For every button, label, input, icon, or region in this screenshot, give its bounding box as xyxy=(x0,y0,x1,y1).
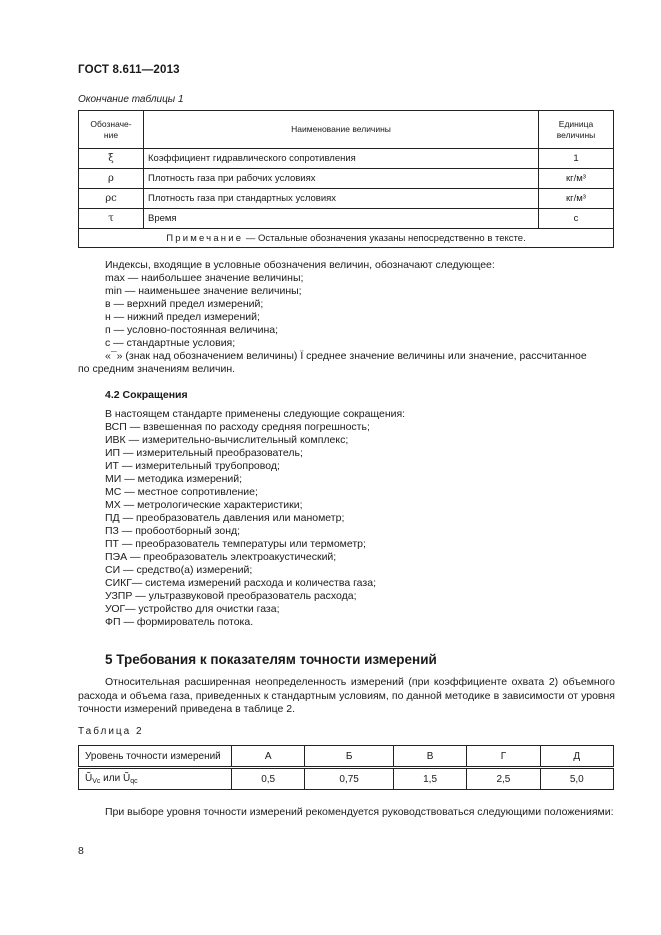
table-row xyxy=(79,169,614,189)
label-or: или xyxy=(100,773,123,784)
abbreviation-item: ПТ — преобразователь температуры или термометр; xyxy=(105,538,366,550)
name-cell: Коэффициент гидравлического сопротивления xyxy=(144,149,539,169)
unit-cell: 1 xyxy=(539,149,614,169)
table1-header-row xyxy=(79,111,614,149)
table1-header-name: Наименование величины xyxy=(144,111,539,149)
table1-header-symbol: Обозначе- ние xyxy=(79,111,144,149)
index-item: «¯» (знак над обозначением величины) Ї среднее значение величины или значение, рассчитанное xyxy=(105,350,587,362)
table1-header-unit: Единица величины xyxy=(539,111,614,149)
unit-cell: кг/м³ xyxy=(539,169,614,189)
value-cell: 1,5 xyxy=(393,768,466,790)
table2-levels-row xyxy=(79,746,614,768)
section-5-paragraph xyxy=(78,676,615,717)
table1-note-row xyxy=(79,229,614,248)
abbreviation-item: УЗПР — ультразвуковой преобразователь расхода; xyxy=(105,590,357,602)
indexes-continuation: по средним значениям величин. xyxy=(78,363,236,375)
abbreviations-intro: В настоящем стандарте применены следующие сокращения: xyxy=(105,408,406,420)
level-cell: Г xyxy=(467,746,540,768)
abbreviation-item: ПД — преобразователь давления или манометр; xyxy=(105,512,345,524)
value-cell: 2,5 xyxy=(467,768,540,790)
abbreviation-item: ИТ — измерительный трубопровод; xyxy=(105,460,280,472)
indexes-block xyxy=(105,259,615,363)
subscript-vc: Vс xyxy=(92,778,101,785)
index-item: в — верхний предел измерений; xyxy=(105,298,264,310)
table2-values-row xyxy=(79,768,614,790)
section-4-2-title: 4.2 Сокращения xyxy=(105,389,188,401)
index-item: max — наибольшее значение величины; xyxy=(105,272,304,284)
table-row xyxy=(79,189,614,209)
abbreviations-block xyxy=(105,408,615,629)
abbreviation-item: ПЗ — пробоотборный зонд; xyxy=(105,525,241,537)
abbreviation-item: ФП — формирователь потока. xyxy=(105,616,254,628)
value-cell: 5,0 xyxy=(540,768,613,790)
symbol-cell: ρс xyxy=(79,189,144,209)
section-5-text: Относительная расширенная неопределенность измерений (при коэффициенте охвата 2) объемного расхода и объема газа, приведенных к стандартным условиям, по данной методике в зависимости от уровня точности измерений приведена в таблице 2. xyxy=(78,676,615,715)
symbol-cell: ξ xyxy=(79,149,144,169)
section-5-final-paragraph: При выборе уровня точности измерений рекомендуется руководствоваться следующими положениями: xyxy=(105,806,614,818)
abbreviation-item: МХ — метрологические характеристики; xyxy=(105,499,303,511)
table2-value-label xyxy=(79,768,232,790)
index-item: п — условно-постоянная величина; xyxy=(105,324,279,336)
level-cell: В xyxy=(393,746,466,768)
abbreviation-item: ВСП — взвешенная по расходу средняя погрешность; xyxy=(105,421,370,433)
abbreviation-item: СИ — средство(а) измерений; xyxy=(105,564,253,576)
symbol-u-q: Ũ xyxy=(122,773,131,784)
table-row xyxy=(79,149,614,169)
indexes-intro: Индексы, входящие в условные обозначения величин, обозначают следующее: xyxy=(105,259,495,271)
document-header: ГОСТ 8.611—2013 xyxy=(78,64,180,76)
table1-note xyxy=(79,229,614,248)
subscript-qc: qс xyxy=(130,778,138,785)
abbreviation-item: УОГ— устройство для очистки газа; xyxy=(105,603,280,615)
abbreviation-item: СИКГ— система измерений расхода и количества газа; xyxy=(105,577,376,589)
abbreviation-item: МИ — методика измерений; xyxy=(105,473,243,485)
table2-row-label: Уровень точности измерений xyxy=(79,746,232,768)
table2 xyxy=(78,745,614,790)
index-item: н — нижний предел измерений; xyxy=(105,311,260,323)
level-cell: Б xyxy=(305,746,394,768)
value-cell: 0,5 xyxy=(232,768,305,790)
page-number: 8 xyxy=(78,845,84,857)
abbreviation-item: ПЭА — преобразователь электроакустический; xyxy=(105,551,337,563)
table2-caption: Таблица 2 xyxy=(78,726,144,737)
level-cell: Д xyxy=(540,746,613,768)
unit-cell: с xyxy=(539,209,614,229)
name-cell: Плотность газа при рабочих условиях xyxy=(144,169,539,189)
note-text: — Остальные обозначения указаны непосредственно в тексте. xyxy=(243,232,526,244)
symbol-u-v: Ũ xyxy=(85,773,93,784)
note-label: Примечание xyxy=(166,232,244,244)
level-cell: А xyxy=(232,746,305,768)
name-cell: Плотность газа при стандартных условиях xyxy=(144,189,539,209)
name-cell: Время xyxy=(144,209,539,229)
section-5-title: 5 Требования к показателям точности измерений xyxy=(105,652,437,667)
symbol-cell: ρ xyxy=(79,169,144,189)
abbreviation-item: МС — местное сопротивление; xyxy=(105,486,258,498)
index-item: min — наименьшее значение величины; xyxy=(105,285,302,297)
value-cell: 0,75 xyxy=(305,768,394,790)
table1-caption: Окончание таблицы 1 xyxy=(78,94,184,105)
abbreviation-item: ИВК — измерительно-вычислительный комплекс; xyxy=(105,434,349,446)
symbol-cell: τ xyxy=(79,209,144,229)
abbreviation-item: ИП — измерительный преобразователь; xyxy=(105,447,303,459)
unit-cell: кг/м³ xyxy=(539,189,614,209)
table1 xyxy=(78,110,614,248)
index-item: с — стандартные условия; xyxy=(105,337,236,349)
table-row xyxy=(79,209,614,229)
